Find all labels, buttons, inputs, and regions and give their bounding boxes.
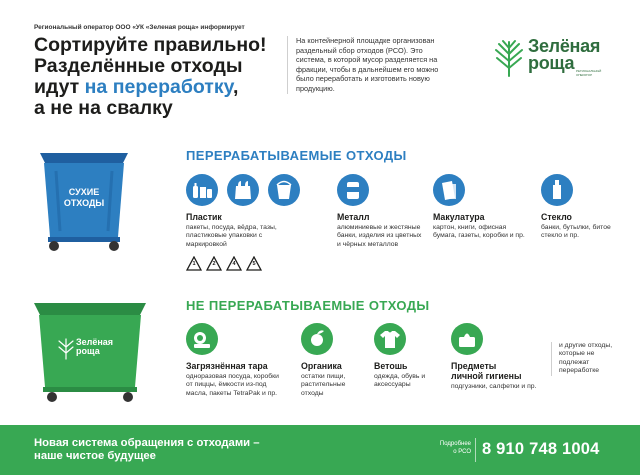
blue-bin-label-line-2: ОТХОДЫ bbox=[63, 198, 105, 208]
recycle-code-1: 1 bbox=[192, 261, 196, 267]
recycle-code-2: 2 bbox=[212, 261, 216, 267]
footer-more-line-2: о РСО bbox=[453, 448, 471, 455]
recycle-code-4: 4 bbox=[232, 261, 236, 267]
recycling-codes bbox=[186, 256, 264, 274]
hygiene-title-line-1: Предметы bbox=[451, 361, 497, 371]
paper-desc: картон, книги, офисная бумага, газеты, коробки и пр. bbox=[433, 224, 525, 240]
recycle-code-5: 5 bbox=[252, 261, 256, 267]
hygiene-desc: подгузники, салфетки и пр. bbox=[451, 383, 537, 390]
recycle-code-2-icon bbox=[206, 256, 222, 272]
headline-line-3-post: , bbox=[233, 76, 239, 98]
footer-slogan-line-1: Новая система обращения с отходами – bbox=[34, 437, 260, 449]
non-recyclable-title: НЕ ПЕРЕРАБАТЫВАЕМЫЕ ОТХОДЫ bbox=[186, 298, 430, 313]
footer-slogan-line-2: наше чистое будущее bbox=[34, 450, 156, 462]
plastic-title: Пластик bbox=[186, 212, 222, 222]
footer-bar bbox=[0, 425, 640, 475]
logo-line-2: роща bbox=[528, 53, 575, 73]
headline-line-3-pre: идут bbox=[34, 76, 85, 98]
paper-icon bbox=[433, 174, 465, 206]
footer-more-info bbox=[431, 441, 471, 456]
intro-text: На контейнерной площадке организован раздельный сбор отходов (РСО). Это система, в которой мусор разделяется на фракции, чтобы в дальнейшем его можно было переработать и изготовить новую продукцию. bbox=[287, 36, 452, 94]
clothes-desc: одежда, обувь и аксессуары bbox=[374, 373, 426, 389]
green-bin-logo-line-1: Зелёная bbox=[76, 337, 114, 347]
headline-line-2: Разделённые отходы bbox=[34, 55, 243, 77]
green-bin-logo-line-2: роща bbox=[76, 346, 100, 356]
headline-line-3 bbox=[34, 77, 284, 98]
page-headline bbox=[34, 35, 284, 119]
bucket-icon bbox=[268, 174, 300, 206]
recyclable-title: ПЕРЕРАБАТЫВАЕМЫЕ ОТХОДЫ bbox=[186, 148, 407, 163]
recycle-code-1-icon bbox=[186, 256, 202, 272]
footer-phone[interactable]: 8 910 748 1004 bbox=[482, 440, 600, 458]
plastic-desc: пакеты, посуда, вёдра, тазы, пластиковые упаковки с маркировкой bbox=[186, 224, 277, 248]
footer-divider bbox=[475, 438, 476, 462]
metal-title: Металл bbox=[337, 212, 370, 222]
dirty-container-icon bbox=[186, 323, 218, 355]
footer-more-line-1: Подробнее bbox=[439, 441, 471, 447]
hygiene-icon bbox=[451, 323, 483, 355]
blue-bin-label bbox=[44, 187, 124, 209]
metal-can-icon bbox=[337, 174, 369, 206]
recycle-code-5-icon bbox=[246, 256, 262, 272]
dirty-container-desc: одноразовая посуда, коробки от пиццы, ёмкости из-под масла, пакеты TetraPak и пр. bbox=[186, 373, 279, 397]
organic-desc: остатки пищи, растительные отходы bbox=[301, 373, 346, 397]
hygiene-title bbox=[451, 361, 522, 381]
blue-bin-label-line-1: СУХИЕ bbox=[68, 187, 100, 197]
other-waste-note: и другие отходы, которые не подлежат переработке bbox=[551, 342, 613, 376]
logo-line-1: Зелёная bbox=[528, 36, 601, 56]
operator-note: Региональный оператор ООО «УК «Зеленая роща» информирует bbox=[34, 24, 245, 31]
logo-subtitle: РЕГИОНАЛЬНЫЙ ОПЕРАТОР bbox=[576, 69, 602, 77]
headline-line-4: а не на свалку bbox=[34, 97, 173, 119]
brand-logo bbox=[492, 36, 612, 86]
plastic-icon bbox=[186, 174, 218, 206]
green-bin-logo bbox=[76, 338, 113, 356]
recycle-code-4-icon bbox=[226, 256, 242, 272]
leaf-logo-icon bbox=[492, 38, 526, 78]
logo-wordmark bbox=[528, 38, 600, 72]
glass-desc: банки, бутылки, битое стекло и пр. bbox=[541, 224, 611, 240]
headline-line-1: Сортируйте правильно! bbox=[34, 34, 267, 56]
glass-bottle-icon bbox=[541, 174, 573, 206]
footer-slogan bbox=[34, 437, 304, 463]
organic-title: Органика bbox=[301, 361, 342, 371]
glass-title: Стекло bbox=[541, 212, 572, 222]
paper-title: Макулатура bbox=[433, 212, 485, 222]
plastic-bag-icon bbox=[227, 174, 259, 206]
organic-icon bbox=[301, 323, 333, 355]
clothes-title: Ветошь bbox=[374, 361, 408, 371]
dirty-container-title: Загрязнённая тара bbox=[186, 361, 268, 371]
hygiene-title-line-2: личной гигиены bbox=[451, 371, 522, 381]
headline-highlight: на переработку bbox=[84, 76, 233, 98]
clothes-icon bbox=[374, 323, 406, 355]
metal-desc: алюминиевые и жестяные банки, изделия из цветных и чёрных металлов bbox=[337, 224, 422, 248]
